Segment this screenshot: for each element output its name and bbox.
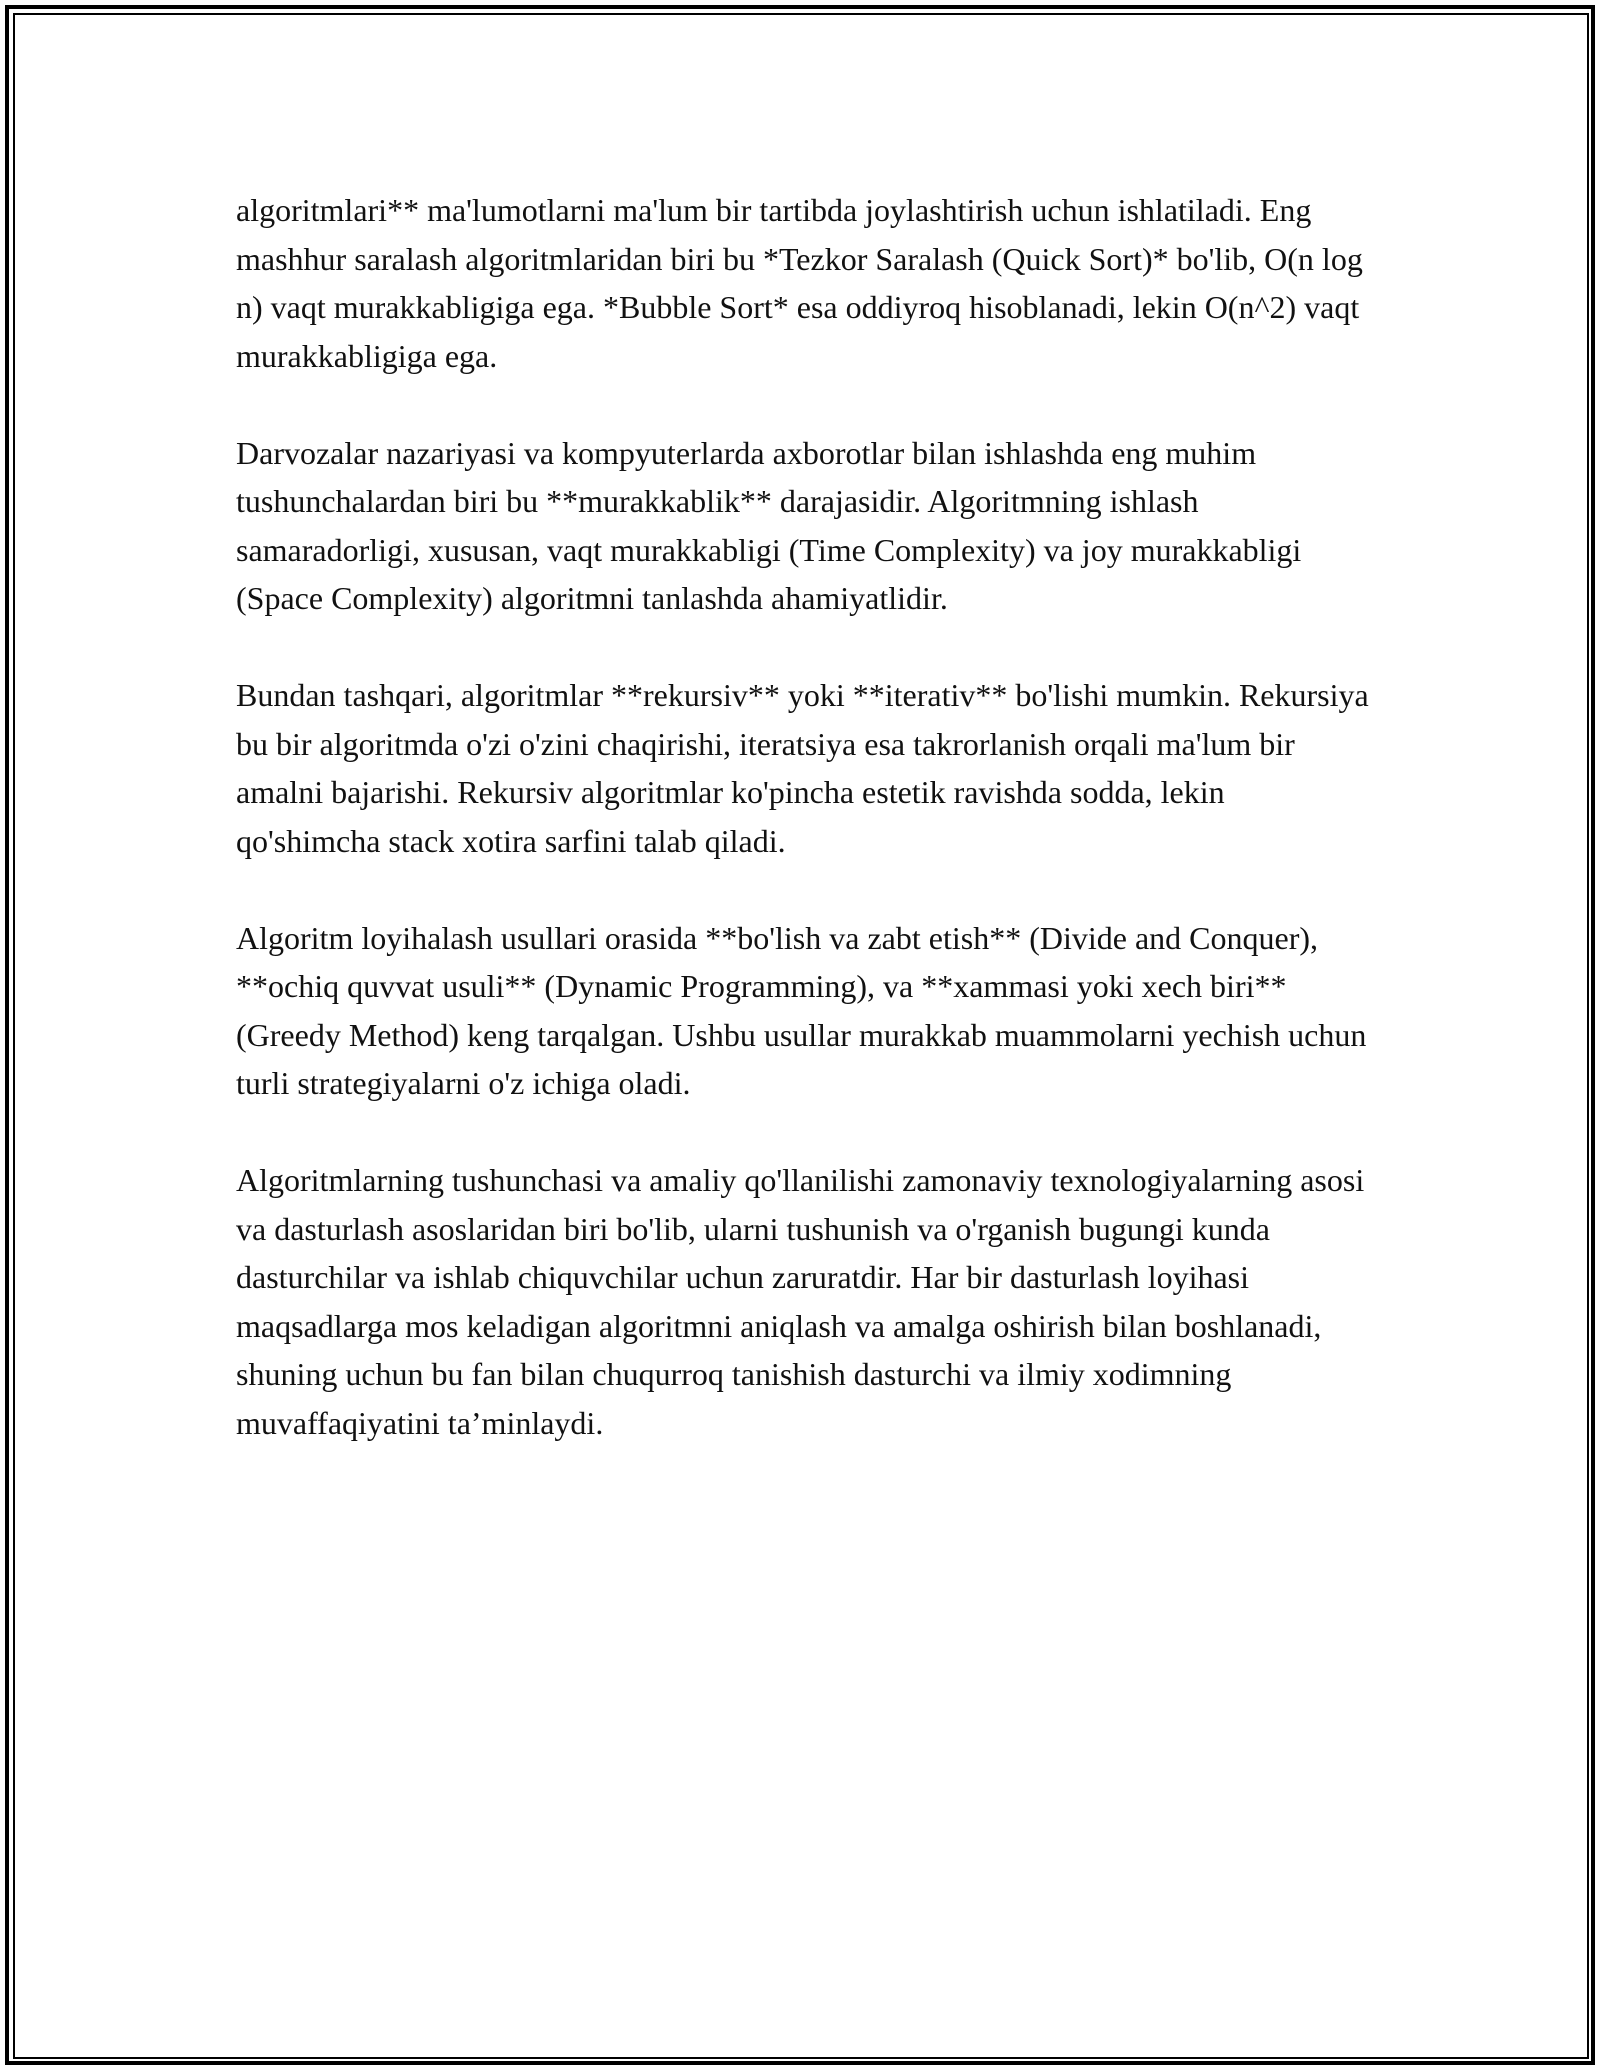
paragraph-recursion-iteration: Bundan tashqari, algoritmlar **rekursiv** yoki **iterativ** bo'lishi mumkin. Rekursiya bu bir algoritmda o'zi o'zini chaqirishi, iteratsiya esa takrorlanish orqali ma'lum bir amalni bajarishi. Rekursiv algoritmlar ko'pincha estetik ravishda sodda, lekin qo'shimcha stack xotira sarfini talab qiladi. bbox=[236, 677, 1369, 859]
paragraph-design-methods: Algoritm loyihalash usullari orasida **bo'lish va zabt etish** (Divide and Conquer), **ochiq quvvat usuli** (Dynamic Programming), va **xammasi yoki xech biri** (Greedy Method) keng tarqalgan. Ushbu usullar murakkab muammolarni yechish uchun turli strategiyalarni o'z ichiga oladi. bbox=[236, 919, 1367, 1101]
paragraph-sorting-algorithms: algoritmlari** ma'lumotlarni ma'lum bir tartibda joylashtirish uchun ishlatiladi. Eng mashhur saralash algoritmlaridan biri bu *Tezkor Saralash (Quick Sort)* bo'lib, O(n log n) vaqt murakkabligiga ega. *Bubble Sort* esa oddiyroq hisoblanadi, lekin O(n^2) vaqt murakkabligiga ega. bbox=[236, 192, 1363, 374]
paragraph-complexity: Darvozalar nazariyasi va kompyuterlarda axborotlar bilan ishlashda eng muhim tushunchalardan biri bu **murakkablik** darajasidir. Algoritmning ishlash samaradorligi, xususan, vaqt murakkabligi (Time Complexity) va joy murakkabligi (Space Complexity) algoritmni tanlashda ahamiyatlidir. bbox=[236, 434, 1302, 616]
paragraph-conclusion: Algoritmlarning tushunchasi va amaliy qo'llanilishi zamonaviy texnologiyalarning asosi va dasturlash asoslaridan biri bo'lib, ularni tushunish va o'rganish bugungi kunda dasturchilar va ishlab chiquvchilar uchun zaruratdir. Har bir dasturlash loyihasi maqsadlarga mos keladigan algoritmni aniqlash va amalga oshirish bilan boshlanadi, shuning uchun bu fan bilan chuqurroq tanishish dasturchi va ilmiy xodimning muvaffaqiyatini ta’minlaydi. bbox=[236, 1162, 1365, 1441]
document-body bbox=[236, 186, 1370, 1496]
